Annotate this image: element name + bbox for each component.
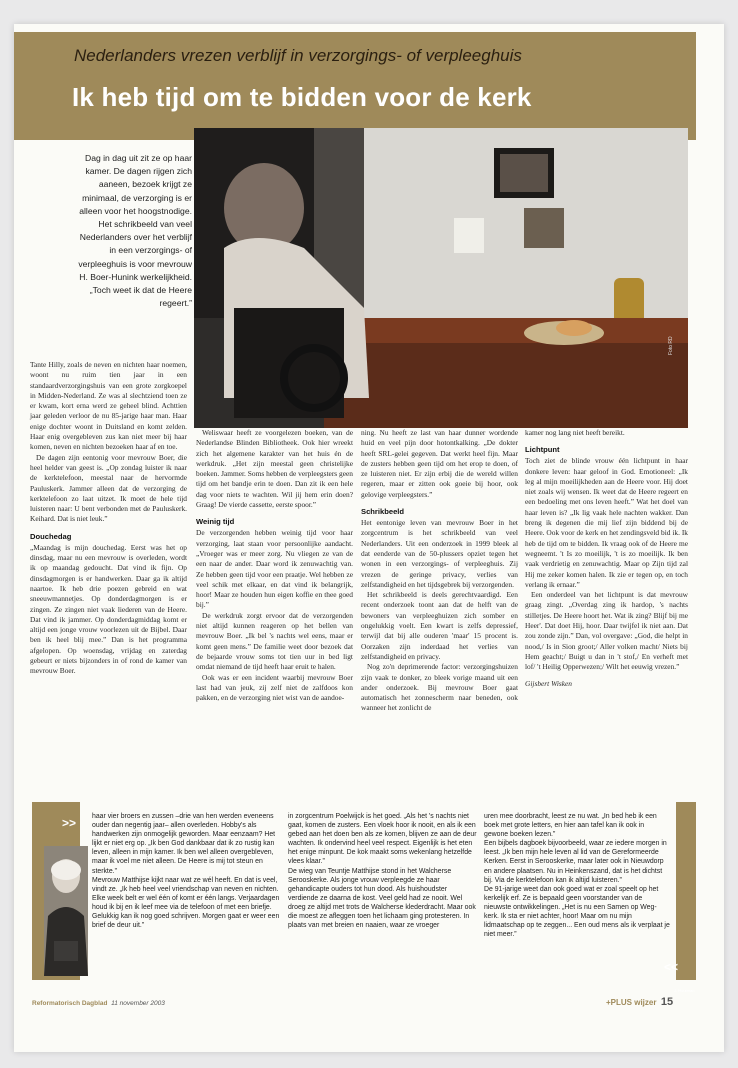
author-signature: Gijsbert Wisken	[525, 678, 573, 688]
article-column-4	[525, 428, 688, 689]
article-intro: Dag in dag uit zit ze op haar kamer. De dagen rijgen zich aaneen, bezoek krijgt ze minimaal, de verzorging is er alleen voor het hoogstnodige. Het schrikbeeld van veel Nederlanders over het verblijf in een verzorgings- of verpleeghuis is voor mevrouw H. Boer-Hunink werkelijkheid. „Toch weet ik dat de Heere regeert.”	[78, 153, 192, 309]
footer-publication	[32, 1000, 165, 1007]
subheading: Schrikbeeld	[361, 507, 405, 517]
paragraph: Een onderdeel van het lichtpunt is dat mevrouw graag zingt. „Overdag zing ik hardop, 's nachts stilletjes. De Heere hoort het. Wat ik zing? Blijf bij me Heer'. Dat doet Hij, hoor. Daar twijfel ik niet aan. Dat zou zonde zijn.” Dan, vol overgave: „God, die helpt in nood,/ Is in Sion groot;/ Aller volken macht/ Niets bij Hem geacht;/ Buigt u dan in 't stof,/ En verheft met lof/ 't Heilig Opperwezen;/ Wilt het eeuwig vrezen.”	[525, 590, 688, 672]
paragraph: Tante Hilly, zoals de neven en nichten haar noemen, woont nu ruim tien jaar in een standaardverzorgingshuis van een grote zorgkoepel in Midden-Nederland. Ze was al slechtziend toen ze er kwam, kort erna werd ze geheel blind. Achttien jaar geleden verloor de nu 85-jarige haar man. Haar enige dochter woont in Duitsland en komt zelden. Haar enig overgebleven zus kan niet meer bij haar komen, neven en nichten bezoeken haar af en toe.	[30, 360, 187, 452]
paragraph: De dagen zijn eentonig voor mevrouw Boer, die heel helder van geest is. „Op zondag luister ik naar de kerktelefoon, meestal naar de hervormde Pauluskerk. Jammer alleen dat de verzorging de kerktelefoon zo laat uitzet. Ik moet de hele tijd luisteren naar: U bent verbonden met de Pauluskerk. Keihard. Dat is niet leuk.”	[30, 452, 187, 524]
paragraph: „Maandag is mijn douchedag. Eerst was het op dinsdag, maar nu een mevrouw is overleden, wordt ik op maandag gedoucht. Dat vind ik fijn. Op dinsdagmorgen is er handwerken. Daar ga ik altijd naartoe. Ik heb drie poezen gebreid en wat sneeuwmannetjes. Op donderdagmorgen is er zingen. Ze zingen niet vaak liederen van de Heere. Dat vind ik jammer. Op donderdagmiddag komt er altijd een jonge vrouw voorlezen uit de Bijbel. Daar ben ik heel blij mee.” Dan is het programma afgelopen. Op woensdag, vrijdag en zaterdag gebeurt er niets bijzonders in of rond de kamer van mevrouw Boer.	[30, 542, 187, 676]
sidebar-column-1	[92, 812, 280, 930]
footer-section-name: +PLUS wijzer	[606, 998, 657, 1007]
sidebar-portrait-photo	[44, 846, 88, 976]
subheading: Lichtpunt	[525, 445, 560, 455]
paragraph: Ook was er een incident waarbij mevrouw Boer last had van jeuk, zij zelf niet de zalfdoos kon pakken, en de verzorging niet wist van de aandoe-	[196, 672, 353, 703]
subheading: Douchedag	[30, 531, 72, 541]
photo-credit: Foto RD	[668, 336, 674, 355]
footer-section	[606, 996, 673, 1008]
sidebar-text: in zorgcentrum Poelwijck is het goed. „Als het 's nachts niet gaat, komen de zusters. Een vloek hoor ik nooit, en als ik een gebed aan het doen ben als ze komen, blijven ze aan de deur wachten. Ik ondervind heel veel respect. Eigenlijk is het eten het enige minpunt. De kok maakt soms wekenlang hetzelfde vlees klaar.” De wieg van Teuntje Matthijse stond in het Walcherse Serooskerke. Als jonge vrouw verpleegde ze haar gehandicapte ouders tot hun dood. Als huishoudster verdiende ze daarna de kost. Veel geld had ze nooit. Wel droeg ze altijd met trots de Walcherse klederdracht. Maar ook die moest ze afleggen toen het lichaam ging protesteren. In plaats van met breien en naaien, waar ze vroeger	[288, 813, 477, 930]
subheading: Weinig tijd	[196, 517, 235, 527]
paragraph: Nog zo'n deprimerende factor: verzorgingshuizen zijn vaak te donker, zo bleek vorige maand uit een ander onderzoek. Bij mevrouw Boer gaat automatisch het zonnescherm naar beneden, ook wanneer het zonlicht de	[361, 662, 518, 713]
article-column-1	[30, 360, 187, 677]
paragraph: Het schrikbeeld is deels gerechtvaardigd. Een recent onderzoek toont aan dat de helft van de bewoners van verpleeghuizen zich somber en ongelukkig voelt. Een kwart is zelfs depressief, terwijl dat bij alle ouderen 'maar' 15 procent is. Oorzaken zijn inderdaad het verlies van zelfstandigheid en privacy.	[361, 590, 518, 661]
photo-elderly-woman-at-table	[194, 128, 688, 428]
paragraph: kamer nog lang niet heeft bereikt.	[525, 428, 625, 437]
sidebar-photo-credit: J. Houtman	[674, 988, 695, 993]
article-column-2	[196, 428, 353, 703]
paragraph: Weliswaar heeft ze voorgelezen boeken, van de Nederlandse Blinden Bibliotheek. Ook hier wreekt zich het algemene karakter van het huis én de werkdruk. „Het zijn meestal geen christelijke boeken. Jammer. Soms hebben de verpleegsters geen tijd om het bandje erin te doen. Dan zit ik een hele dag voor niets te wachten. Wil jij hem erin doen? Graag! De vierde cassette, eerste spoor.”	[196, 428, 353, 510]
sidebar-column-2	[288, 812, 478, 930]
footer-date: 11 november 2003	[111, 1000, 165, 1007]
paragraph: Toch ziet de blinde vrouw één lichtpunt in haar donkere leven: haar geloof in God. Emotioneel: „Ik leg al mijn moeilijkheden aan de Heere voor. Hij doet niet zoals wij wensen. Ik weet dat de Heere regeert en een bedoeling met ons leven heeft.” Wat het doel van haar leven is? „Ik lig vaak hele nachten wakker. Dan breng ik degenen die mij lief zijn biddend bij de Heere. Ook voor de kerk en het zendingsveld bid ik. Ik heb de tijd om te bidden. Ik vraag ook of de Heere me wegneemt. 't Is zo moeilijk, 't is zo moeilijk. Ik ben vaak verdrietig en zenuwachtig. Maar op Zijn tijd zal Hij me zeker komen halen. Ik zie er tegen op, en toch verlang ik ernaar.”	[525, 456, 688, 589]
article-photo	[194, 128, 688, 428]
sidebar-arrow-left: >>	[62, 816, 77, 830]
article-column-3	[361, 428, 518, 714]
sidebar-right-bar	[676, 802, 696, 980]
sidebar-arrow-right: <<	[664, 960, 679, 974]
paragraph: Het eentonige leven van mevrouw Boer in het zorgcentrum is het schrikbeeld van veel Nederlanders. Uit een onderzoek in 1999 bleek al dat eenderde van de 50-plussers opziet tegen het wonen in een verzorgings- of verpleeghuis. Zij vrezen de geringe privacy, verlies van zelfstandigheid en het tijdsgebrek bij verzorgenden.	[361, 518, 518, 589]
paragraph: ning. Nu heeft ze last van haar dunner wordende huid en veel pijn door hotontkalking. „De dokter heeft SRL-gelei gegeven. Dat werkt heel fijn. Maar de zusters hebben geen tijd om het erop te doen, of ze luisteren niet. Er zijn erbij die de wereld willen regeren, maar er zitten ook goeie bij hoor, ook gelovige verpleegsters.”	[361, 428, 518, 499]
sidebar-column-3	[484, 812, 670, 939]
sidebar-text: haar vier broers en zussen –drie van hen werden eveneens ouder dan negentig jaar– allen overleden. Hobby's als handwerken zijn onmogelijk geworden. Maar eenzaam? Het lijkt er niet erg op. „Ik ben God dankbaar dat ik zo rustig kan leven, alleen in mijn kamer. Ik ben wel alleen overgebleven, maar ik voel me niet alleen. De Heere is mij tot steun en sterkte.” Mevrouw Matthijse kijkt naar wat ze wél heeft. En dat is veel, vindt ze. „Ik heb heel veel vriendschap van neven en nichten. Elke week belt er wel één of komt er één langs. Verjaardagen houd ik bij en ik leef mee via de telefoon of met een briefje. Gelukkig kan ik nog goed schrijven. Morgen gaat er weer een brief de deur uit.”	[92, 813, 280, 930]
footer-paper-name: Reformatorisch Dagblad	[32, 1000, 108, 1007]
portrait-elderly-woman	[44, 846, 88, 976]
article-kicker: Nederlanders vrezen verblijf in verzorgings- of verpleeghuis	[74, 46, 522, 65]
sidebar-text: uren mee doorbracht, leest ze nu wat. „In bed heb ik een boek met grote letters, en hier aan tafel kan ik ook in gewone boeken lezen.” Een bijbels dagboek bijvoorbeeld, waar ze iedere morgen in leest. „Ik ben mijn hele leven al lid van de Gereformeerde Kerken. Eerst in Serooskerke, maar later ook in Nieuwdorp en andere plaatsen. Nu in Heinkenszand, dat is het dichtst bij. Via de kerktelefoon kan ik altijd luisteren.” De 91-jarige weet dan ook goed wat er zoal speelt op het kerkelijk erf. Ze is bepaald geen voorstander van de nieuwste ontwikkelingen. „Het is nu een Samen op Weg-kerk. Ik sta er niet achter, hoor! Maar om nu mijn lidmaatschap op te zeggen... Een oud mens als ik verplaat je niet meer.”	[484, 813, 670, 939]
page-number: 15	[660, 996, 674, 1008]
article-headline: Ik heb tijd om te bidden voor de kerk	[72, 82, 532, 112]
paragraph: De verzorgenden hebben weinig tijd voor haar verzorging, laat staan voor persoonlijke aandacht. „Vroeger was er meer zorg. Nu vliegen ze van de een naar de ander. Daar word ik zenuwachtig van. Ze hebben geen tijd voor een praatje. Wel hebben ze veel schik met elkaar, en dat vind ik belangrijk, hoor! Maar ze houden hun eigen koffie en thee goed bij.”	[196, 528, 353, 610]
paragraph: De werkdruk zorgt ervoor dat de verzorgenden niet altijd kunnen reageren op het bellen van mevrouw Boer. „Ik bel 's nachts wel eens, maar er komt geen mens.” De familie weet door bezoek dat de bejaarde vrouw soms tot tien uur in bed ligt omdat niemand de tijd heeft haar eruit te halen.	[196, 610, 353, 672]
